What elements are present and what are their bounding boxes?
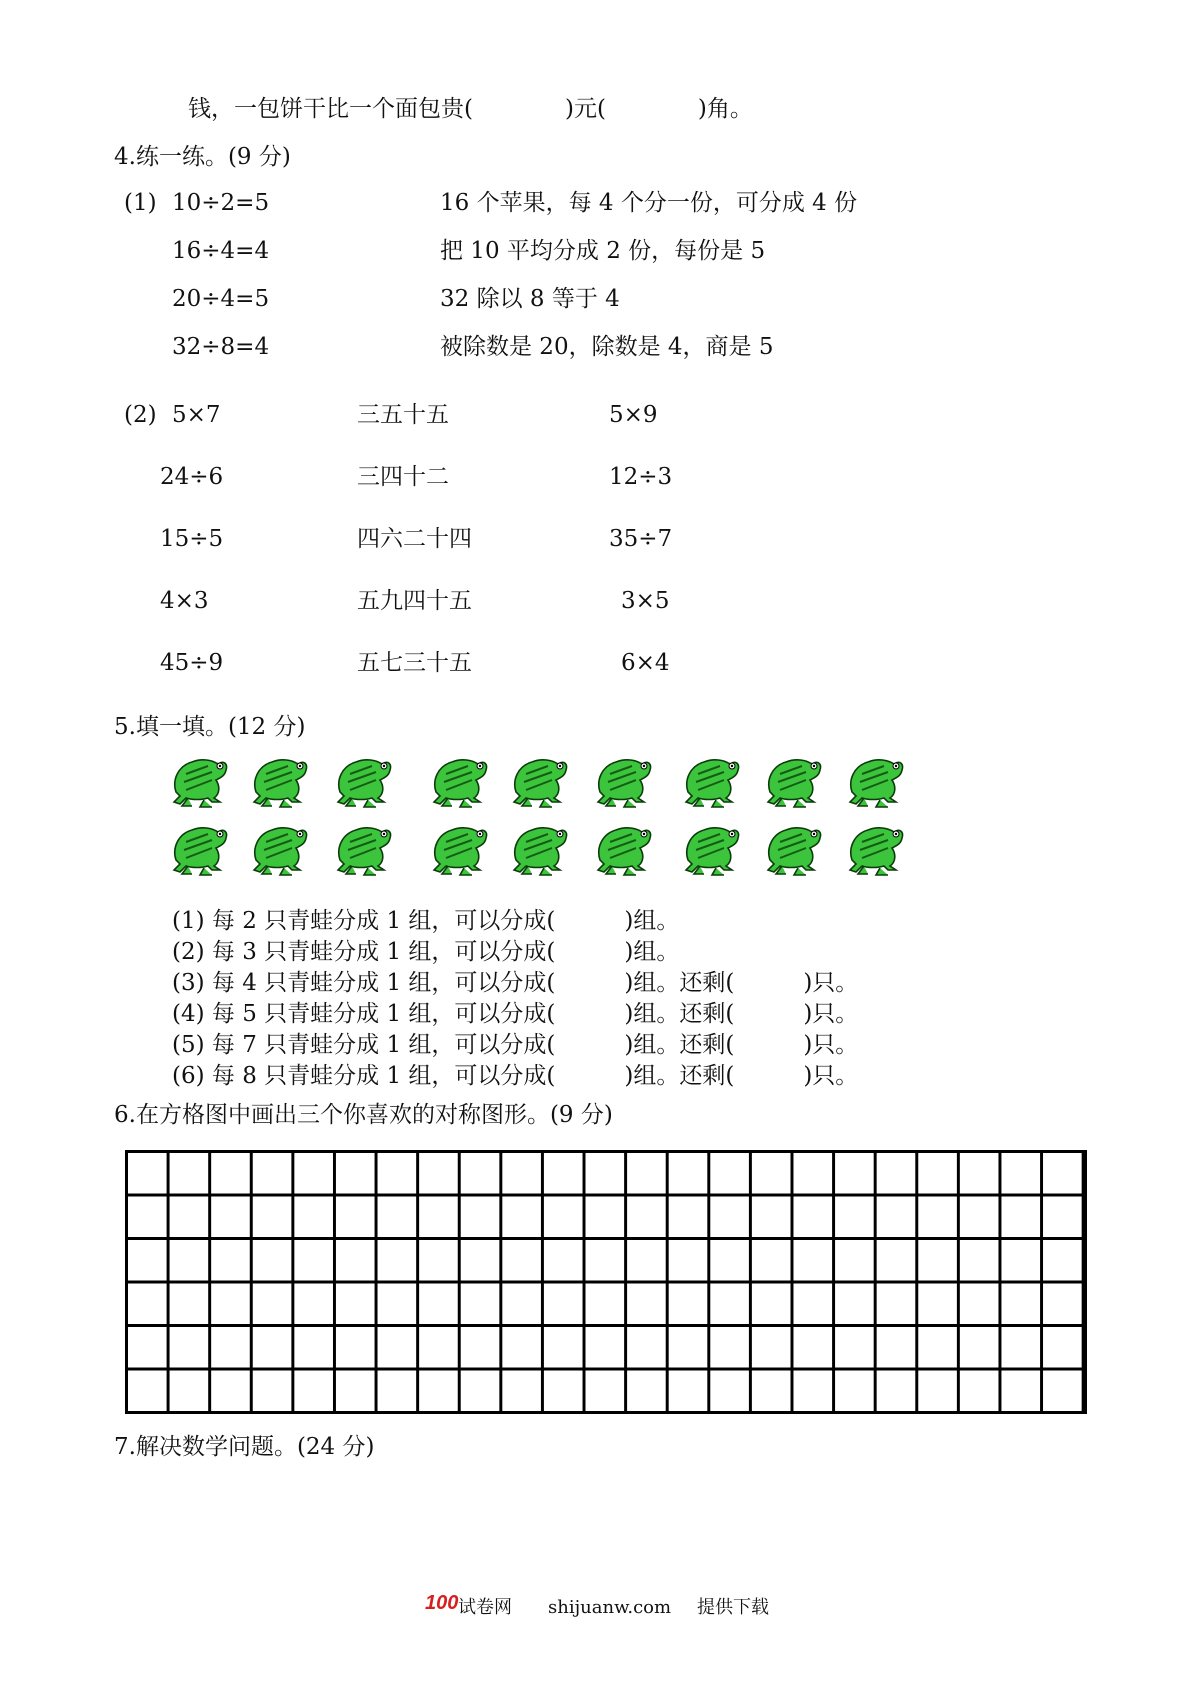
description-item: 把 10 平均分成 2 份，每份是 5 [440,238,766,264]
question-4-title: 4.练一练。(9 分) [114,144,291,170]
description-item: 32 除以 8 等于 4 [440,286,620,312]
expression-item: 35÷7 [609,526,673,552]
fill-line: (5) 每 7 只青蛙分成 1 组，可以分成( )组。还剩( )只。 [172,1032,859,1058]
question-5-title: 5.填一填。(12 分) [114,714,306,740]
frog-icon [680,752,742,808]
expression-item: 5×9 [609,402,658,428]
fill-line: (4) 每 5 只青蛙分成 1 组，可以分成( )组。还剩( )只。 [172,1001,859,1027]
multiplication-rhyme: 五七三十五 [357,650,472,676]
expression-item: 24÷6 [160,464,224,490]
frog-icon [680,820,742,876]
question-3-tail: 钱，一包饼干比一个面包贵( )元( )角。 [188,96,753,122]
frog-icon [508,752,570,808]
expression-item: 3×5 [621,588,670,614]
frog-icon [332,820,394,876]
multiplication-rhyme: 三五十五 [357,402,449,428]
part-2-label: (2) [124,402,157,428]
equation-item: 32÷8=4 [172,334,270,360]
part-1-label: (1) [124,190,157,216]
frog-icon [762,820,824,876]
equation-item: 10÷2=5 [172,190,270,216]
frog-icon [168,820,230,876]
frog-icon [762,752,824,808]
fill-line: (3) 每 4 只青蛙分成 1 组，可以分成( )组。还剩( )只。 [172,970,859,996]
frog-group [168,752,908,882]
multiplication-rhyme: 四六二十四 [357,526,472,552]
expression-item: 45÷9 [160,650,224,676]
equation-item: 20÷4=5 [172,286,270,312]
drawing-grid[interactable] [125,1150,1087,1414]
site-logo: 100 [425,1592,459,1614]
frog-icon [332,752,394,808]
footer-domain[interactable]: shijuanw.com [548,1597,672,1618]
expression-item: 12÷3 [609,464,673,490]
footer-tail: 提供下载 [697,1597,769,1618]
expression-item: 5×7 [172,402,221,428]
frog-icon [508,820,570,876]
expression-item: 4×3 [160,588,209,614]
multiplication-rhyme: 五九四十五 [357,588,472,614]
frog-icon [168,752,230,808]
frog-icon [428,820,490,876]
frog-icon [248,752,310,808]
expression-item: 15÷5 [160,526,224,552]
frog-icon [248,820,310,876]
frog-icon [844,820,906,876]
description-item: 16 个苹果，每 4 个分一份，可分成 4 份 [440,190,858,216]
frog-icon [428,752,490,808]
footer-site-name: 试卷网 [458,1597,512,1618]
frog-icon [592,820,654,876]
fill-line: (1) 每 2 只青蛙分成 1 组，可以分成( )组。 [172,908,680,934]
frog-icon [592,752,654,808]
fill-line: (2) 每 3 只青蛙分成 1 组，可以分成( )组。 [172,939,680,965]
frog-icon [844,752,906,808]
description-item: 被除数是 20，除数是 4，商是 5 [440,334,774,360]
fill-line: (6) 每 8 只青蛙分成 1 组，可以分成( )组。还剩( )只。 [172,1063,859,1089]
question-7-title: 7.解决数学问题。(24 分) [114,1434,375,1460]
multiplication-rhyme: 三四十二 [357,464,449,490]
question-6-title: 6.在方格图中画出三个你喜欢的对称图形。(9 分) [114,1102,613,1128]
equation-item: 16÷4=4 [172,238,270,264]
expression-item: 6×4 [621,650,670,676]
